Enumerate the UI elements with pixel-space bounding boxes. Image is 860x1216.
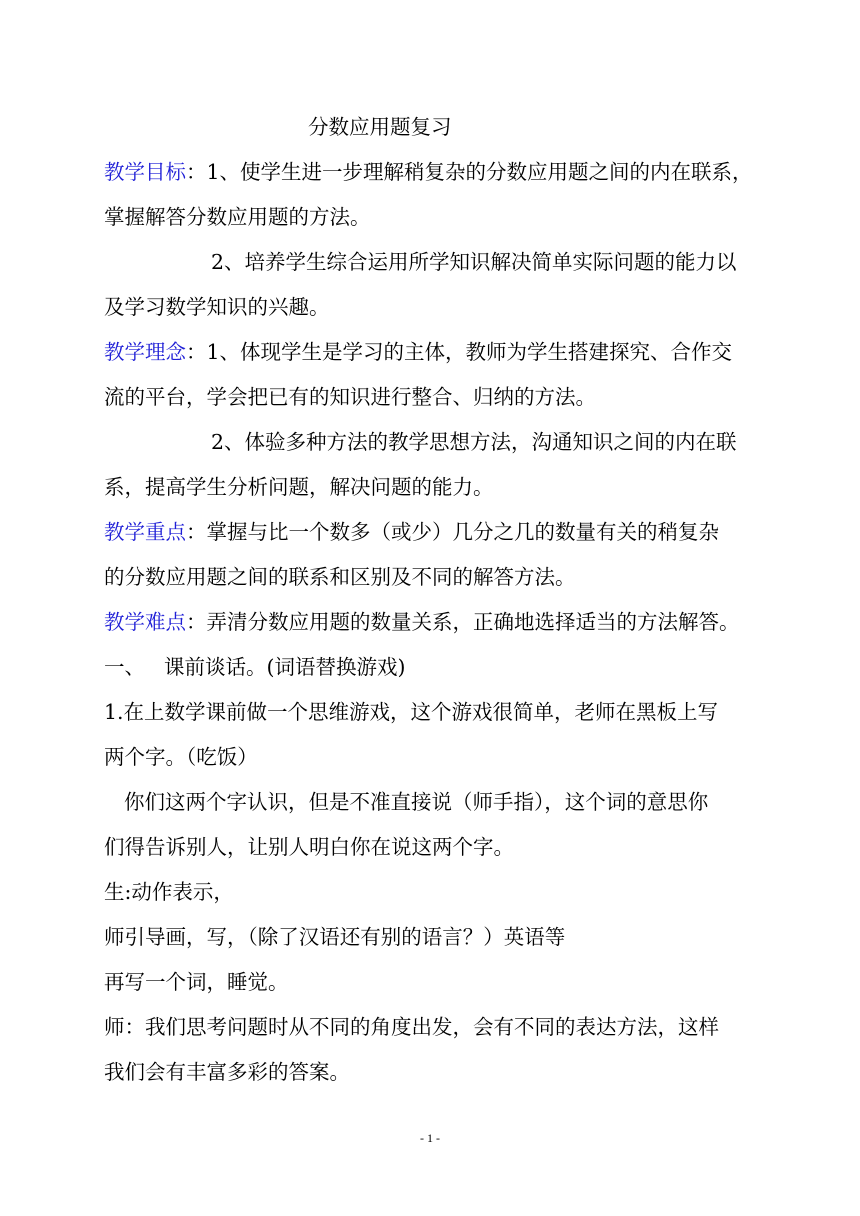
section-1-heading: 课前谈话。(词语替换游戏) [164,655,406,679]
section-1-number: 一、 [104,655,145,679]
page-number: - 1 - [420,1131,440,1145]
paragraph-3: 生:动作表示， [104,880,234,904]
paragraph-1-line-1: 1.在上数学课前做一个思维游戏，这个游戏很简单，老师在黑板上写 [104,700,719,724]
document-title: 分数应用题复习 [308,115,452,139]
paragraph-2-line-1: 你们这两个字认识，但是不准直接说（师手指），这个词的意思你 [124,790,709,814]
teaching-goal-text-1: ：1、使学生进一步理解稍复杂的分数应用题之间的内在联系， [186,160,753,184]
paragraph-6-line-2: 我们会有丰富多彩的答案。 [104,1060,350,1084]
teaching-idea-label: 教学理念 [104,340,186,364]
teaching-difficulty-label: 教学难点 [104,610,186,634]
teaching-goal-line-3: 2、培养学生综合运用所学知识解决简单实际问题的能力以 [211,250,737,274]
teaching-goal-line-2: 掌握解答分数应用题的方法。 [104,205,371,229]
teaching-goal-line-1 [104,158,753,186]
paragraph-5: 再写一个词，睡觉。 [104,970,289,994]
paragraph-6-line-1: 师：我们思考问题时从不同的角度出发，会有不同的表达方法，这样 [104,1015,719,1039]
teaching-focus-line-2: 的分数应用题之间的联系和区别及不同的解答方法。 [104,565,576,589]
teaching-idea-line-3: 2、体验多种方法的教学思想方法，沟通知识之间的内在联 [211,430,737,454]
paragraph-4: 师引导画，写，（除了汉语还有别的语言？）英语等 [104,925,566,949]
paragraph-1-line-2: 两个字。（吃饭） [104,745,258,769]
teaching-idea-line-1 [104,338,732,366]
teaching-focus-label: 教学重点 [104,520,186,544]
teaching-goal-line-4: 及学习数学知识的兴趣。 [104,295,330,319]
teaching-goal-label: 教学目标 [104,160,186,184]
teaching-idea-line-4: 系，提高学生分析问题，解决问题的能力。 [104,475,494,499]
teaching-difficulty-line [104,608,740,636]
teaching-idea-text-1: ：1、体现学生是学习的主体，教师为学生搭建探究、合作交 [186,340,733,364]
paragraph-2-line-2: 们得告诉别人，让别人明白你在说这两个字。 [104,835,514,859]
teaching-focus-line-1 [104,518,719,546]
teaching-idea-line-2: 流的平台，学会把已有的知识进行整合、归纳的方法。 [104,385,596,409]
teaching-focus-text-1: ：掌握与比一个数多（或少）几分之几的数量有关的稍复杂 [186,520,719,544]
teaching-difficulty-text: ：弄清分数应用题的数量关系，正确地选择适当的方法解答。 [186,610,740,634]
